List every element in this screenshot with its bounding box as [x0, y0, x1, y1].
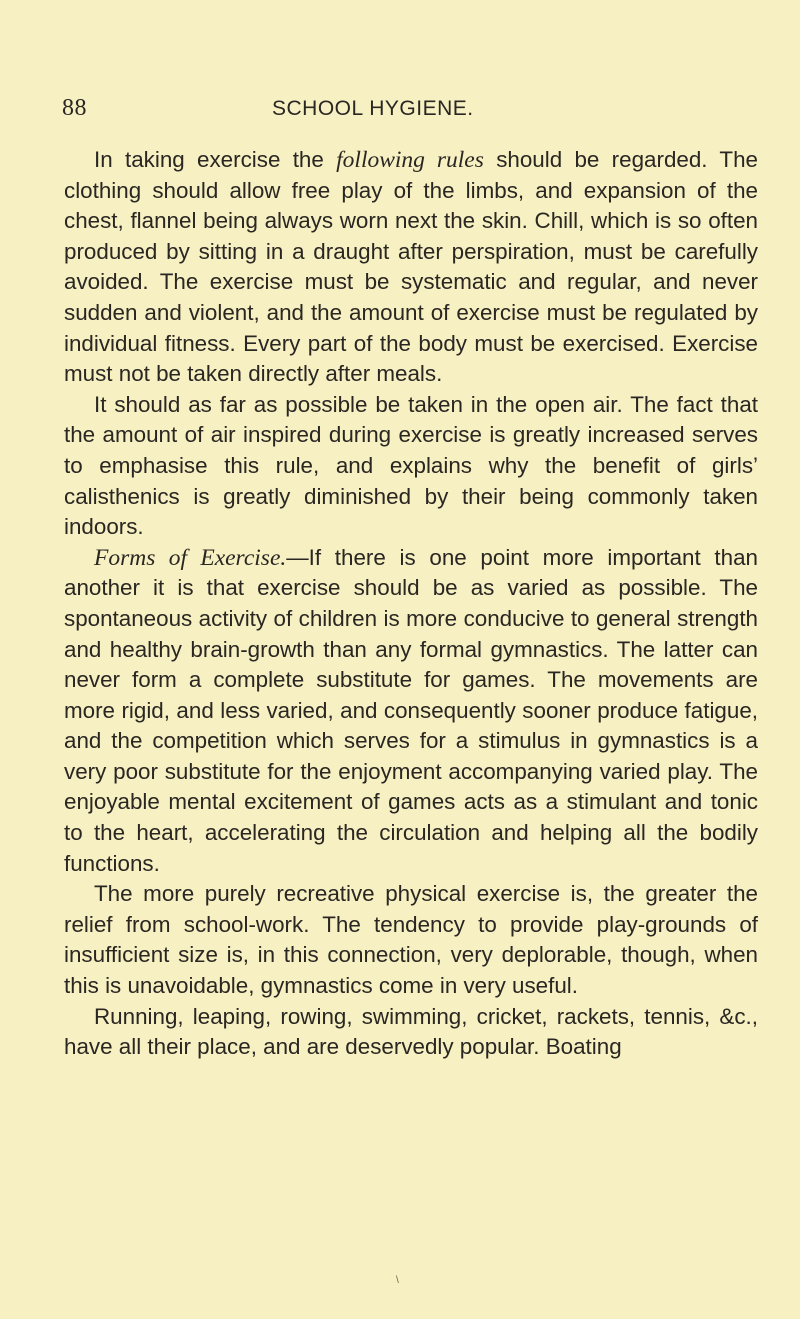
- body-text: [64, 145, 758, 1063]
- paragraph-exercise-rules: [64, 145, 758, 390]
- page-header: [62, 95, 752, 125]
- paragraph-text: should be regarded. The clothing should allow free play of the limbs, and expansion of the chest, flannel being always worn next the skin. Chill, which is so often produced by sitting in a draught after perspiration, must be carefully avoided. The exercise must be systematic and regular, and never sudden and violent, and the amount of exercise must be regulated by individual fitness. Every part of the body must be exercised. Exercise must not be taken directly after meals.: [64, 147, 759, 387]
- paragraph-running: [64, 1002, 758, 1063]
- paragraph-forms-of-exercise: [64, 543, 758, 880]
- page-number: 88: [62, 95, 87, 121]
- paragraph-recreative: [64, 879, 758, 1001]
- italic-phrase: following rules: [336, 147, 484, 173]
- paragraph-text: Running, leaping, rowing, swimming, cricket, rackets, tennis, &c., have all their place, and are deservedly popular. Boating: [64, 1003, 758, 1060]
- paragraph-text: In taking exercise the: [94, 147, 337, 172]
- section-heading: Forms of Exercise.: [94, 544, 287, 571]
- paragraph-text: The more purely recreative physical exercise is, the greater the relief from school-work. The tendency to provide play-grounds of insufficient size is, in this connection, very deplorable, though, when this is unavoidable, gymnastics come in very useful.: [64, 881, 758, 999]
- print-mark: \: [396, 1275, 399, 1286]
- paragraph-text: It should as far as possible be taken in the open air. The fact that the amount of air inspired during exercise is greatly increased serves to emphasise this rule, and explains why the benefit of girls’ calisthenics is greatly diminished by their being commonly taken indoors.: [64, 391, 758, 540]
- paragraph-text: —If there is one point more important than another it is that exercise should be as varied as possible. The spontaneous activity of children is more conducive to general strength and healthy brain-growth than any formal gymnastics. The latter can never form a complete substitute for games. The movements are more rigid, and less varied, and consequently sooner produce fatigue, and the competition which serves for a stimulus in gymnastics is a very poor substitute for the enjoyment accompanying varied play. The enjoyable mental excitement of games acts as a stimulant and tonic to the heart, accelerating the circulation and helping all the bodily functions.: [64, 544, 758, 876]
- running-head: SCHOOL HYGIENE.: [272, 97, 474, 120]
- paragraph-open-air: [64, 390, 758, 543]
